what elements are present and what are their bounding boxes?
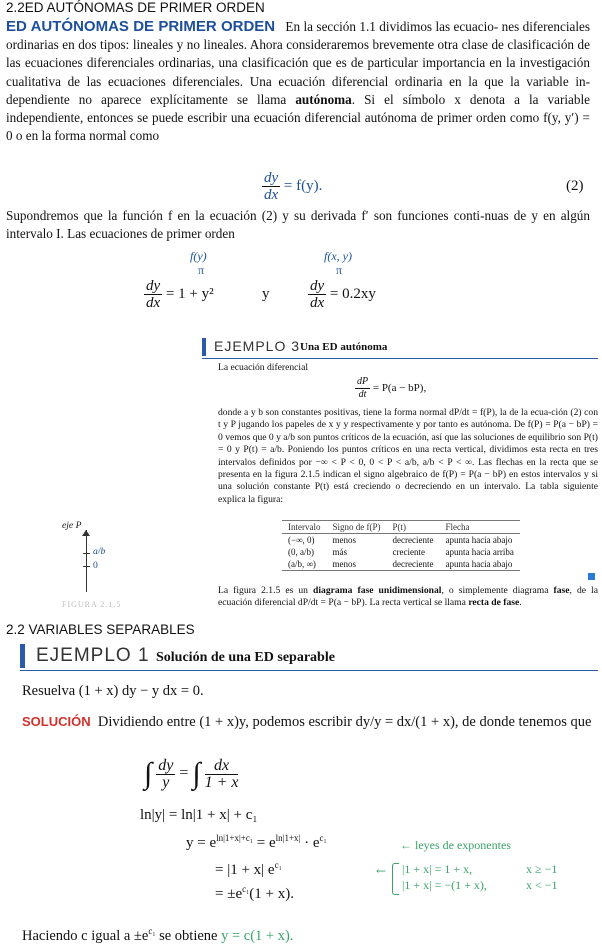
step-3: = |1 + x| $e^{c_1}$ [215,860,282,878]
conjunction-y: y [262,286,270,302]
step-1: ln|y| = ln|1 + x| + c₁ [140,807,258,823]
tick-label-ab: a/b [93,546,106,557]
dydx-fraction: $\frac{dy}{dx}$ [264,170,279,203]
example3-label: EJEMPLO 3 [214,338,301,354]
equation-right: $\frac{dy}{dx}$ = 0.2xy [310,278,376,311]
example1-rule [20,670,598,671]
eq2-rhs: = f(y). [283,177,323,194]
para1-lead: En la sección 1.1 dividimos las ecuacio- [285,19,499,34]
example3-rule [202,358,598,359]
example1-label: EJEMPLO 1 [36,645,150,666]
case-1: |1 + x| = 1 + x, x ≥ −1 [402,862,558,876]
section-heading: ED AUTÓNOMAS DE PRIMER ORDEN [6,18,276,35]
tick-ab [83,553,90,554]
cases-arrow-icon: ← [376,864,387,878]
equation-number: (2) [566,178,584,194]
end-square-icon [588,573,595,580]
intro-paragraph [6,18,590,145]
step-2: $y = e^{ln|1+x|+c_1} = e^{ln|1+x|} \cdot e^{c_1}$ [186,833,327,851]
case-2: |1 + x| = −(1 + x), x < −1 [402,878,558,892]
example3-body: donde a y b son constantes positivas, tiene la forma normal dP/dt = f(P), la de la ecua-ción (2) con t y P jugando los papeles de x y y respectivamente y por tanto es autónoma. De f(P) = P(a − bP) = 0 vemos que 0 y a/b son puntos críticos de la ecuación, así que las soluciones de equilibrio son P(t) = 0 y P(t) = a/b. Poniendo los puntos críticos en una recta vertical, dividimos esta recta en tres intervalos definidos por −∞ < P < 0, 0 < P < a/b, a/b < P < ∞. Las flechas en la recta que se presenta en la figura 2.1.5 indican el signo algebraico de f(P) = P(a − bP) en estos intervalos y si una solución constante P(t) está creciendo o decreciendo en un intervalo. La tabla siguiente explica la figura: [218,407,598,505]
eq-left-rhs: = 1 + y² [165,285,214,302]
col-header: Intervalo [282,521,326,534]
example3-title: Una ED autónoma [300,341,388,353]
col-header: P(t) [386,521,439,534]
example3-intro: La ecuación diferencial [218,362,309,373]
table-header-row [282,521,520,534]
table-row: (a/b, ∞) menos decreciente apunta hacia abajo [288,559,513,569]
phase-line [86,530,87,592]
table-row: (0, a/b) más creciente apunta hacia arriba [288,547,514,557]
equation-left: $\frac{dy}{dx}$ = 1 + y² [146,278,214,311]
cases-brace [392,863,399,895]
tick-label-zero: 0 [93,560,98,571]
paragraph-2: Supondremos que la función f en la ecuación (2) y su derivada f′ son funciones conti-nuas de y en algún intervalo I. Las ecuaciones de primer orden [6,208,590,242]
final-line: Haciendo c igual $a \pm e^{c_1}$ se obtiene y = c(1 + x). [22,926,294,944]
annotation-fy: f(y) [190,249,207,263]
solution-label: SOLUCIÓN [22,714,91,729]
figure-description: La figura 2.1.5 es un diagrama fase unidimensional, o simplemente diagrama fase, de la ecuación diferencial dP/dt = P(a − bP). La recta vertical se llama recta de fase. [218,585,598,609]
example3-accent-bar [202,338,206,356]
section-title-separables: 2.2 VARIABLES SEPARABLES [6,622,195,637]
para1-tail: . Si el símbolo x denota a la variable independiente, entonces se puede escribir una ecuación diferencial autónoma de primer orden como f(y, y′) = 0 o en la forma normal como [6,91,590,144]
integral-equation: ∫ $\frac{dy}{y}$ = ∫ $\frac{dx}{1 + x}$ [144,756,239,791]
annotation-fxy: f(x, y) [324,249,352,263]
phase-table [282,520,520,571]
equation-2 [262,170,322,203]
step-4: = $\pm e^{c_1}(1 + x)$. [215,884,294,902]
phase-axis-label: eje P [62,520,82,531]
table-row: (−∞, 0) menos decreciente apunta hacia abajo [288,535,513,545]
eq-right-rhs: = 0.2xy [329,285,376,302]
tick-zero [83,566,90,567]
para1-rest: nes diferenciales ordinarias en dos tipos: lineales y no lineales. Ahora consideraremos brevemente otra clase de clasificación de las ecuaciones diferenciales ordinarias, una clasificación que es de particular importancia en la investigación cualitativa de las ecuaciones diferenciales. Una ecuación diferencial ordinaria en la que la variable in-dependiente no aparece explícitamente se llama [6,19,591,107]
example1-title: Solución de una ED separable [156,650,335,665]
example1-problem: Resuelva (1 + x) dy − y dx = 0. [22,683,204,699]
solution-paragraph: SOLUCIÓN Dividiendo entre (1 + x)y, podemos escribir dy/y = dx/(1 + x), de donde tenemos que [22,714,592,730]
col-header: Flecha [439,521,519,534]
figure-caption-stub: FIGURA 2.1.5 [62,600,122,609]
section-title-autonomas: 2.2ED AUTÓNOMAS DE PRIMER ORDEN [6,0,265,15]
phase-arrow-up-icon [82,530,90,536]
example1-accent-bar [20,644,25,668]
example3-equation: $\frac{dP}{dt}$ = P(a − bP), [357,376,427,400]
exponent-laws-note: ← leyes de exponentes [400,838,511,852]
annotation-pi-right: π [336,263,343,277]
annotation-pi-left: π [198,263,205,277]
bold-autonoma: autónoma [295,91,352,107]
col-header: Signo de f(P) [326,521,386,534]
final-solution: y = c(1 + x). [221,927,294,944]
